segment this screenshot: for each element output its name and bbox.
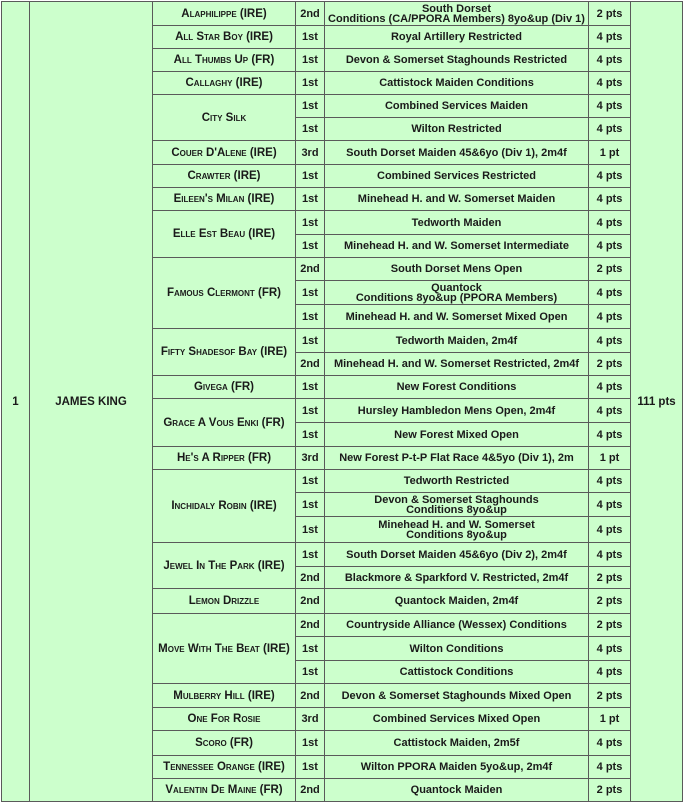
race-name: Tedworth Restricted	[325, 470, 589, 493]
race-points: 4 pts	[589, 211, 631, 235]
finish-position: 1st	[296, 470, 325, 493]
race-points: 2 pts	[589, 2, 631, 26]
horse-name: Mulberry Hill (IRE)	[153, 684, 296, 708]
rank-cell: 1	[2, 2, 30, 802]
finish-position: 1st	[296, 211, 325, 235]
race-points: 2 pts	[589, 684, 631, 708]
horse-name: Fifty Shadesof Bay (IRE)	[153, 329, 296, 376]
race-points: 4 pts	[589, 543, 631, 567]
race-name: Hursley Hambledon Mens Open, 2m4f	[325, 399, 589, 423]
race-name: Devon & Somerset Staghounds Conditions 8yo&up	[325, 493, 589, 517]
race-points: 1 pt	[589, 447, 631, 470]
race-points: 4 pts	[589, 281, 631, 305]
race-points: 4 pts	[589, 26, 631, 49]
finish-position: 1st	[296, 517, 325, 543]
finish-position: 2nd	[296, 589, 325, 614]
finish-position: 1st	[296, 661, 325, 684]
finish-position: 2nd	[296, 614, 325, 637]
horse-name: One For Rosie	[153, 708, 296, 731]
total-points: 111 pts	[631, 2, 683, 802]
finish-position: 1st	[296, 165, 325, 188]
horse-name: Valentin De Maine (FR)	[153, 779, 296, 802]
race-points: 4 pts	[589, 72, 631, 95]
race-name: South Dorset Conditions (CA/PPORA Members) 8yo&up (Div 1)	[325, 2, 589, 26]
finish-position: 2nd	[296, 258, 325, 281]
race-name: Combined Services Restricted	[325, 165, 589, 188]
horse-name: Move With The Beat (IRE)	[153, 614, 296, 684]
race-name: New Forest P-t-P Flat Race 4&5yo (Div 1), 2m	[325, 447, 589, 470]
finish-position: 2nd	[296, 567, 325, 589]
finish-position: 1st	[296, 376, 325, 399]
race-name: South Dorset Maiden 45&6yo (Div 2), 2m4f	[325, 543, 589, 567]
horse-name: Scoro (FR)	[153, 731, 296, 756]
finish-position: 3rd	[296, 708, 325, 731]
finish-position: 1st	[296, 72, 325, 95]
race-points: 4 pts	[589, 731, 631, 756]
race-name: South Dorset Maiden 45&6yo (Div 1), 2m4f	[325, 141, 589, 165]
finish-position: 1st	[296, 423, 325, 447]
race-name: South Dorset Mens Open	[325, 258, 589, 281]
finish-position: 1st	[296, 235, 325, 258]
finish-position: 1st	[296, 305, 325, 329]
race-name: Minehead H. and W. Somerset Maiden	[325, 188, 589, 211]
race-points: 2 pts	[589, 589, 631, 614]
horse-name: He's A Ripper (FR)	[153, 447, 296, 470]
race-points: 4 pts	[589, 118, 631, 141]
race-points: 4 pts	[589, 305, 631, 329]
horse-name: Jewel In The Park (IRE)	[153, 543, 296, 589]
race-points: 2 pts	[589, 779, 631, 802]
finish-position: 1st	[296, 329, 325, 353]
race-name: Devon & Somerset Staghounds Mixed Open	[325, 684, 589, 708]
race-points: 2 pts	[589, 567, 631, 589]
horse-name: City Silk	[153, 95, 296, 141]
race-name: Tedworth Maiden	[325, 211, 589, 235]
race-points: 4 pts	[589, 517, 631, 543]
race-points: 4 pts	[589, 493, 631, 517]
horse-name: Eileen's Milan (IRE)	[153, 188, 296, 211]
race-name: Combined Services Maiden	[325, 95, 589, 118]
horse-name: Famous Clermont (FR)	[153, 258, 296, 329]
finish-position: 1st	[296, 493, 325, 517]
finish-position: 2nd	[296, 779, 325, 802]
race-name: Wilton PPORA Maiden 5yo&up, 2m4f	[325, 756, 589, 779]
horse-name: Tennessee Orange (IRE)	[153, 756, 296, 779]
horse-name: Alaphilippe (IRE)	[153, 2, 296, 26]
race-points: 4 pts	[589, 165, 631, 188]
horse-name: Couer D'Alene (IRE)	[153, 141, 296, 165]
race-points: 4 pts	[589, 470, 631, 493]
race-points: 1 pt	[589, 141, 631, 165]
horse-name: All Thumbs Up (FR)	[153, 49, 296, 72]
race-points: 4 pts	[589, 49, 631, 72]
race-name: Combined Services Mixed Open	[325, 708, 589, 731]
finish-position: 3rd	[296, 141, 325, 165]
race-points: 4 pts	[589, 329, 631, 353]
race-points: 4 pts	[589, 661, 631, 684]
race-name: Quantock Maiden, 2m4f	[325, 589, 589, 614]
table-row	[2, 2, 683, 26]
race-points: 4 pts	[589, 235, 631, 258]
race-points: 4 pts	[589, 376, 631, 399]
horse-name: All Star Boy (IRE)	[153, 26, 296, 49]
finish-position: 1st	[296, 731, 325, 756]
race-name: Royal Artillery Restricted	[325, 26, 589, 49]
horse-name: Elle Est Beau (IRE)	[153, 211, 296, 258]
horse-name: Crawter (IRE)	[153, 165, 296, 188]
finish-position: 1st	[296, 399, 325, 423]
horse-name: Grace A Vous Enki (FR)	[153, 399, 296, 447]
race-points: 4 pts	[589, 95, 631, 118]
race-points: 4 pts	[589, 188, 631, 211]
race-points: 4 pts	[589, 756, 631, 779]
finish-position: 2nd	[296, 2, 325, 26]
rider-name: JAMES KING	[30, 2, 153, 802]
race-name: Tedworth Maiden, 2m4f	[325, 329, 589, 353]
finish-position: 1st	[296, 118, 325, 141]
finish-position: 1st	[296, 281, 325, 305]
race-points: 1 pt	[589, 708, 631, 731]
race-name: Blackmore & Sparkford V. Restricted, 2m4f	[325, 567, 589, 589]
race-name: Minehead H. and W. Somerset Intermediate	[325, 235, 589, 258]
results-table	[1, 1, 683, 802]
race-name: Cattistock Maiden, 2m5f	[325, 731, 589, 756]
race-points: 2 pts	[589, 258, 631, 281]
finish-position: 1st	[296, 637, 325, 661]
race-name: Cattistock Conditions	[325, 661, 589, 684]
finish-position: 2nd	[296, 684, 325, 708]
race-name: Minehead H. and W. Somerset Mixed Open	[325, 305, 589, 329]
finish-position: 1st	[296, 95, 325, 118]
race-points: 2 pts	[589, 614, 631, 637]
race-name: Countryside Alliance (Wessex) Conditions	[325, 614, 589, 637]
race-name: Devon & Somerset Staghounds Restricted	[325, 49, 589, 72]
race-name: New Forest Mixed Open	[325, 423, 589, 447]
race-name: New Forest Conditions	[325, 376, 589, 399]
race-name: Cattistock Maiden Conditions	[325, 72, 589, 95]
finish-position: 1st	[296, 188, 325, 211]
horse-name: Callaghy (IRE)	[153, 72, 296, 95]
race-points: 2 pts	[589, 353, 631, 376]
horse-name: Givega (FR)	[153, 376, 296, 399]
race-points: 4 pts	[589, 423, 631, 447]
race-name: Quantock Maiden	[325, 779, 589, 802]
finish-position: 1st	[296, 49, 325, 72]
finish-position: 1st	[296, 756, 325, 779]
race-name: Wilton Conditions	[325, 637, 589, 661]
race-points: 4 pts	[589, 399, 631, 423]
horse-name: Inchidaly Robin (IRE)	[153, 470, 296, 543]
race-name: Minehead H. and W. Somerset Conditions 8yo&up	[325, 517, 589, 543]
finish-position: 1st	[296, 26, 325, 49]
race-name: Quantock Conditions 8yo&up (PPORA Members)	[325, 281, 589, 305]
finish-position: 3rd	[296, 447, 325, 470]
race-name: Minehead H. and W. Somerset Restricted, 2m4f	[325, 353, 589, 376]
finish-position: 1st	[296, 543, 325, 567]
race-name: Wilton Restricted	[325, 118, 589, 141]
finish-position: 2nd	[296, 353, 325, 376]
horse-name: Lemon Drizzle	[153, 589, 296, 614]
race-points: 4 pts	[589, 637, 631, 661]
